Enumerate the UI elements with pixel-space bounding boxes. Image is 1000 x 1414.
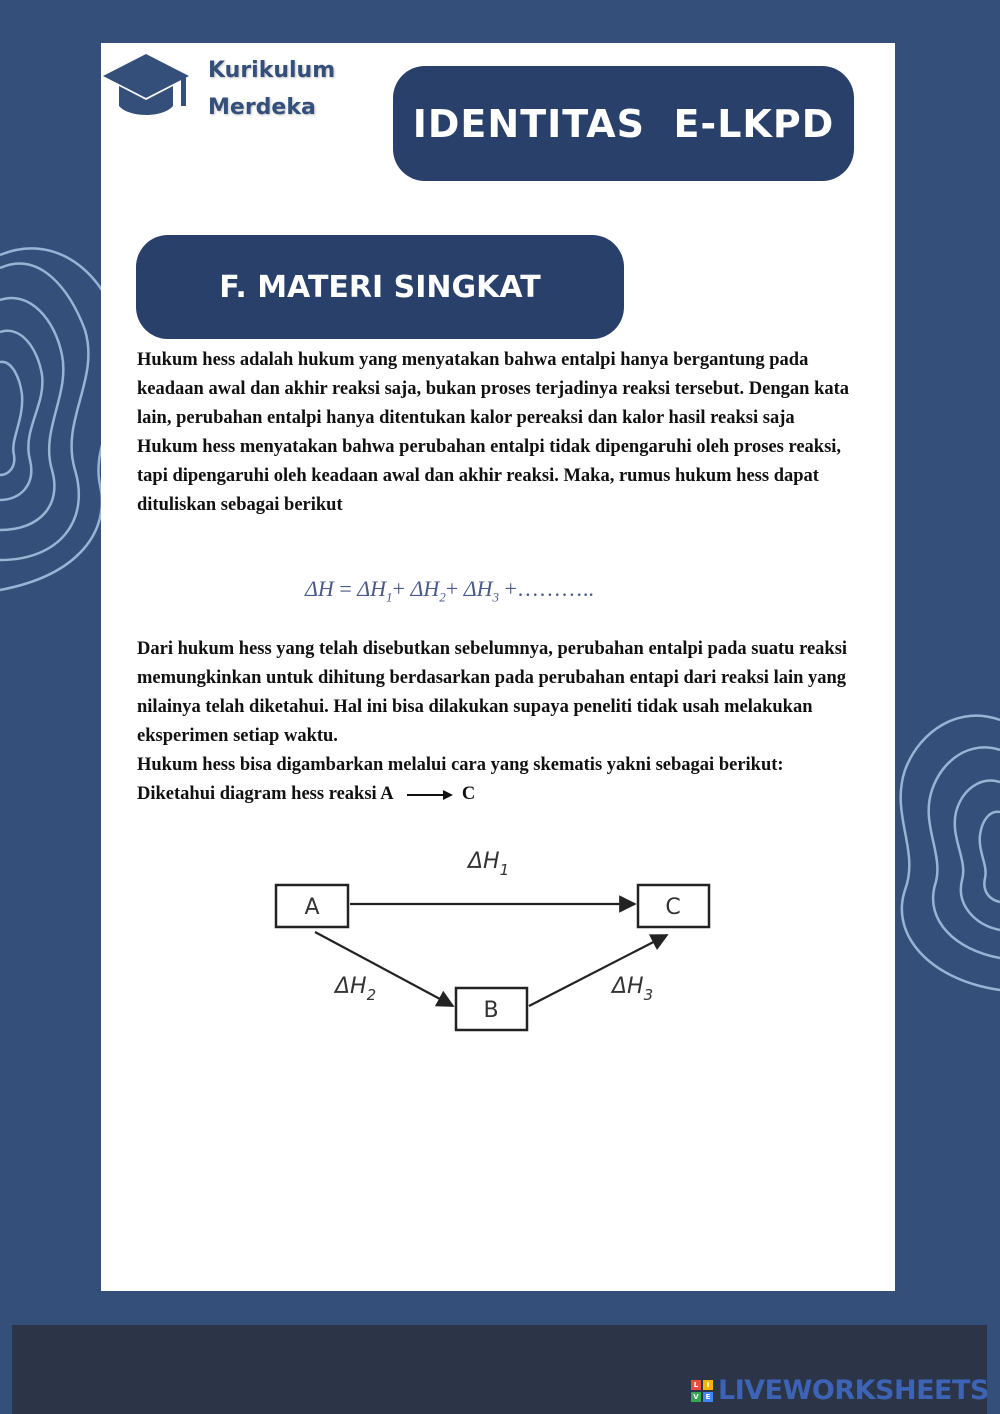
paragraph-5-prefix: Diketahui diagram hess reaksi A <box>137 784 393 804</box>
brand-line-2: Merdeka <box>208 95 316 120</box>
formula-sub-3: 3 <box>492 589 500 605</box>
brand-line-1: Kurikulum <box>208 58 336 83</box>
logo-letter-e: E <box>703 1392 713 1402</box>
page-title: IDENTITAS E-LKPD <box>393 66 854 181</box>
node-b-label: B <box>483 998 499 1023</box>
paragraph-1: Hukum hess adalah hukum yang menyatakan bahwa entalpi hanya bergantung pada keadaan awal dan akhir reaksi saja, bukan proses terjadinya reaksi tersebut. Dengan kata lain, perubahan entalpi hanya ditentukan kalor pereaksi dan kalor hasil reaksi saja <box>137 350 850 428</box>
node-c-label: C <box>665 895 681 920</box>
section-title: F. MATERI SINGKAT <box>136 235 624 339</box>
hess-diagram <box>265 838 725 1048</box>
formula-sub-1: 1 <box>386 589 393 605</box>
formula-tail: +……….. <box>504 576 594 601</box>
hess-formula <box>305 576 594 606</box>
logo-letter-v: V <box>691 1392 701 1402</box>
liveworksheets-text: LIVEWORKSHEETS <box>718 1375 989 1406</box>
graduation-cap-icon <box>103 52 189 124</box>
right-arrow-icon <box>407 789 453 801</box>
brand-text <box>208 52 335 126</box>
liveworksheets-brand[interactable] <box>691 1375 989 1406</box>
paragraph-5-suffix: C <box>461 784 476 804</box>
formula-plus-1: + <box>392 576 405 601</box>
liveworksheets-logo-icon <box>691 1380 713 1402</box>
formula-term-1: ΔH <box>357 576 387 601</box>
paragraph-3: Dari hukum hess yang telah disebutkan sebelumnya, perubahan entalpi pada suatu reaksi memungkinkan untuk dihitung berdasarkan pada perubahan entapi dari reaksi lain yang nilainya telah diketahui. Hal ini bisa dilakukan supaya peneliti tidak usah melakukan eksperimen setiap waktu. <box>137 639 848 746</box>
delta-h3-label: $\Delta H_3$ <box>612 974 654 1004</box>
delta-h1-label: $\Delta H_1$ <box>468 849 510 879</box>
paragraph-block-2 <box>137 635 857 809</box>
node-a-label: A <box>304 895 320 920</box>
paragraph-block-1 <box>137 346 857 520</box>
paragraph-5 <box>137 780 857 809</box>
formula-term-2: ΔH <box>410 576 440 601</box>
formula-sub-2: 2 <box>439 589 446 605</box>
formula-lhs: ΔH <box>305 576 334 601</box>
delta-h2-label: $\Delta H_2$ <box>335 974 377 1004</box>
formula-plus-2: + <box>445 576 459 601</box>
paragraph-2: Hukum hess menyatakan bahwa perubahan entalpi tidak dipengaruhi oleh proses reaksi, tapi dipengaruhi oleh keadaan awal dan akhir reaksi. Maka, rumus hukum hess dapat dituliskan sebagai berikut <box>137 437 842 515</box>
logo-letter-l: L <box>691 1380 701 1390</box>
logo-letter-i: I <box>703 1380 713 1390</box>
formula-term-3: ΔH <box>463 576 493 601</box>
paragraph-4: Hukum hess bisa digambarkan melalui cara yang skematis yakni sebagai berikut: <box>137 755 784 775</box>
formula-equals: = <box>339 576 352 601</box>
